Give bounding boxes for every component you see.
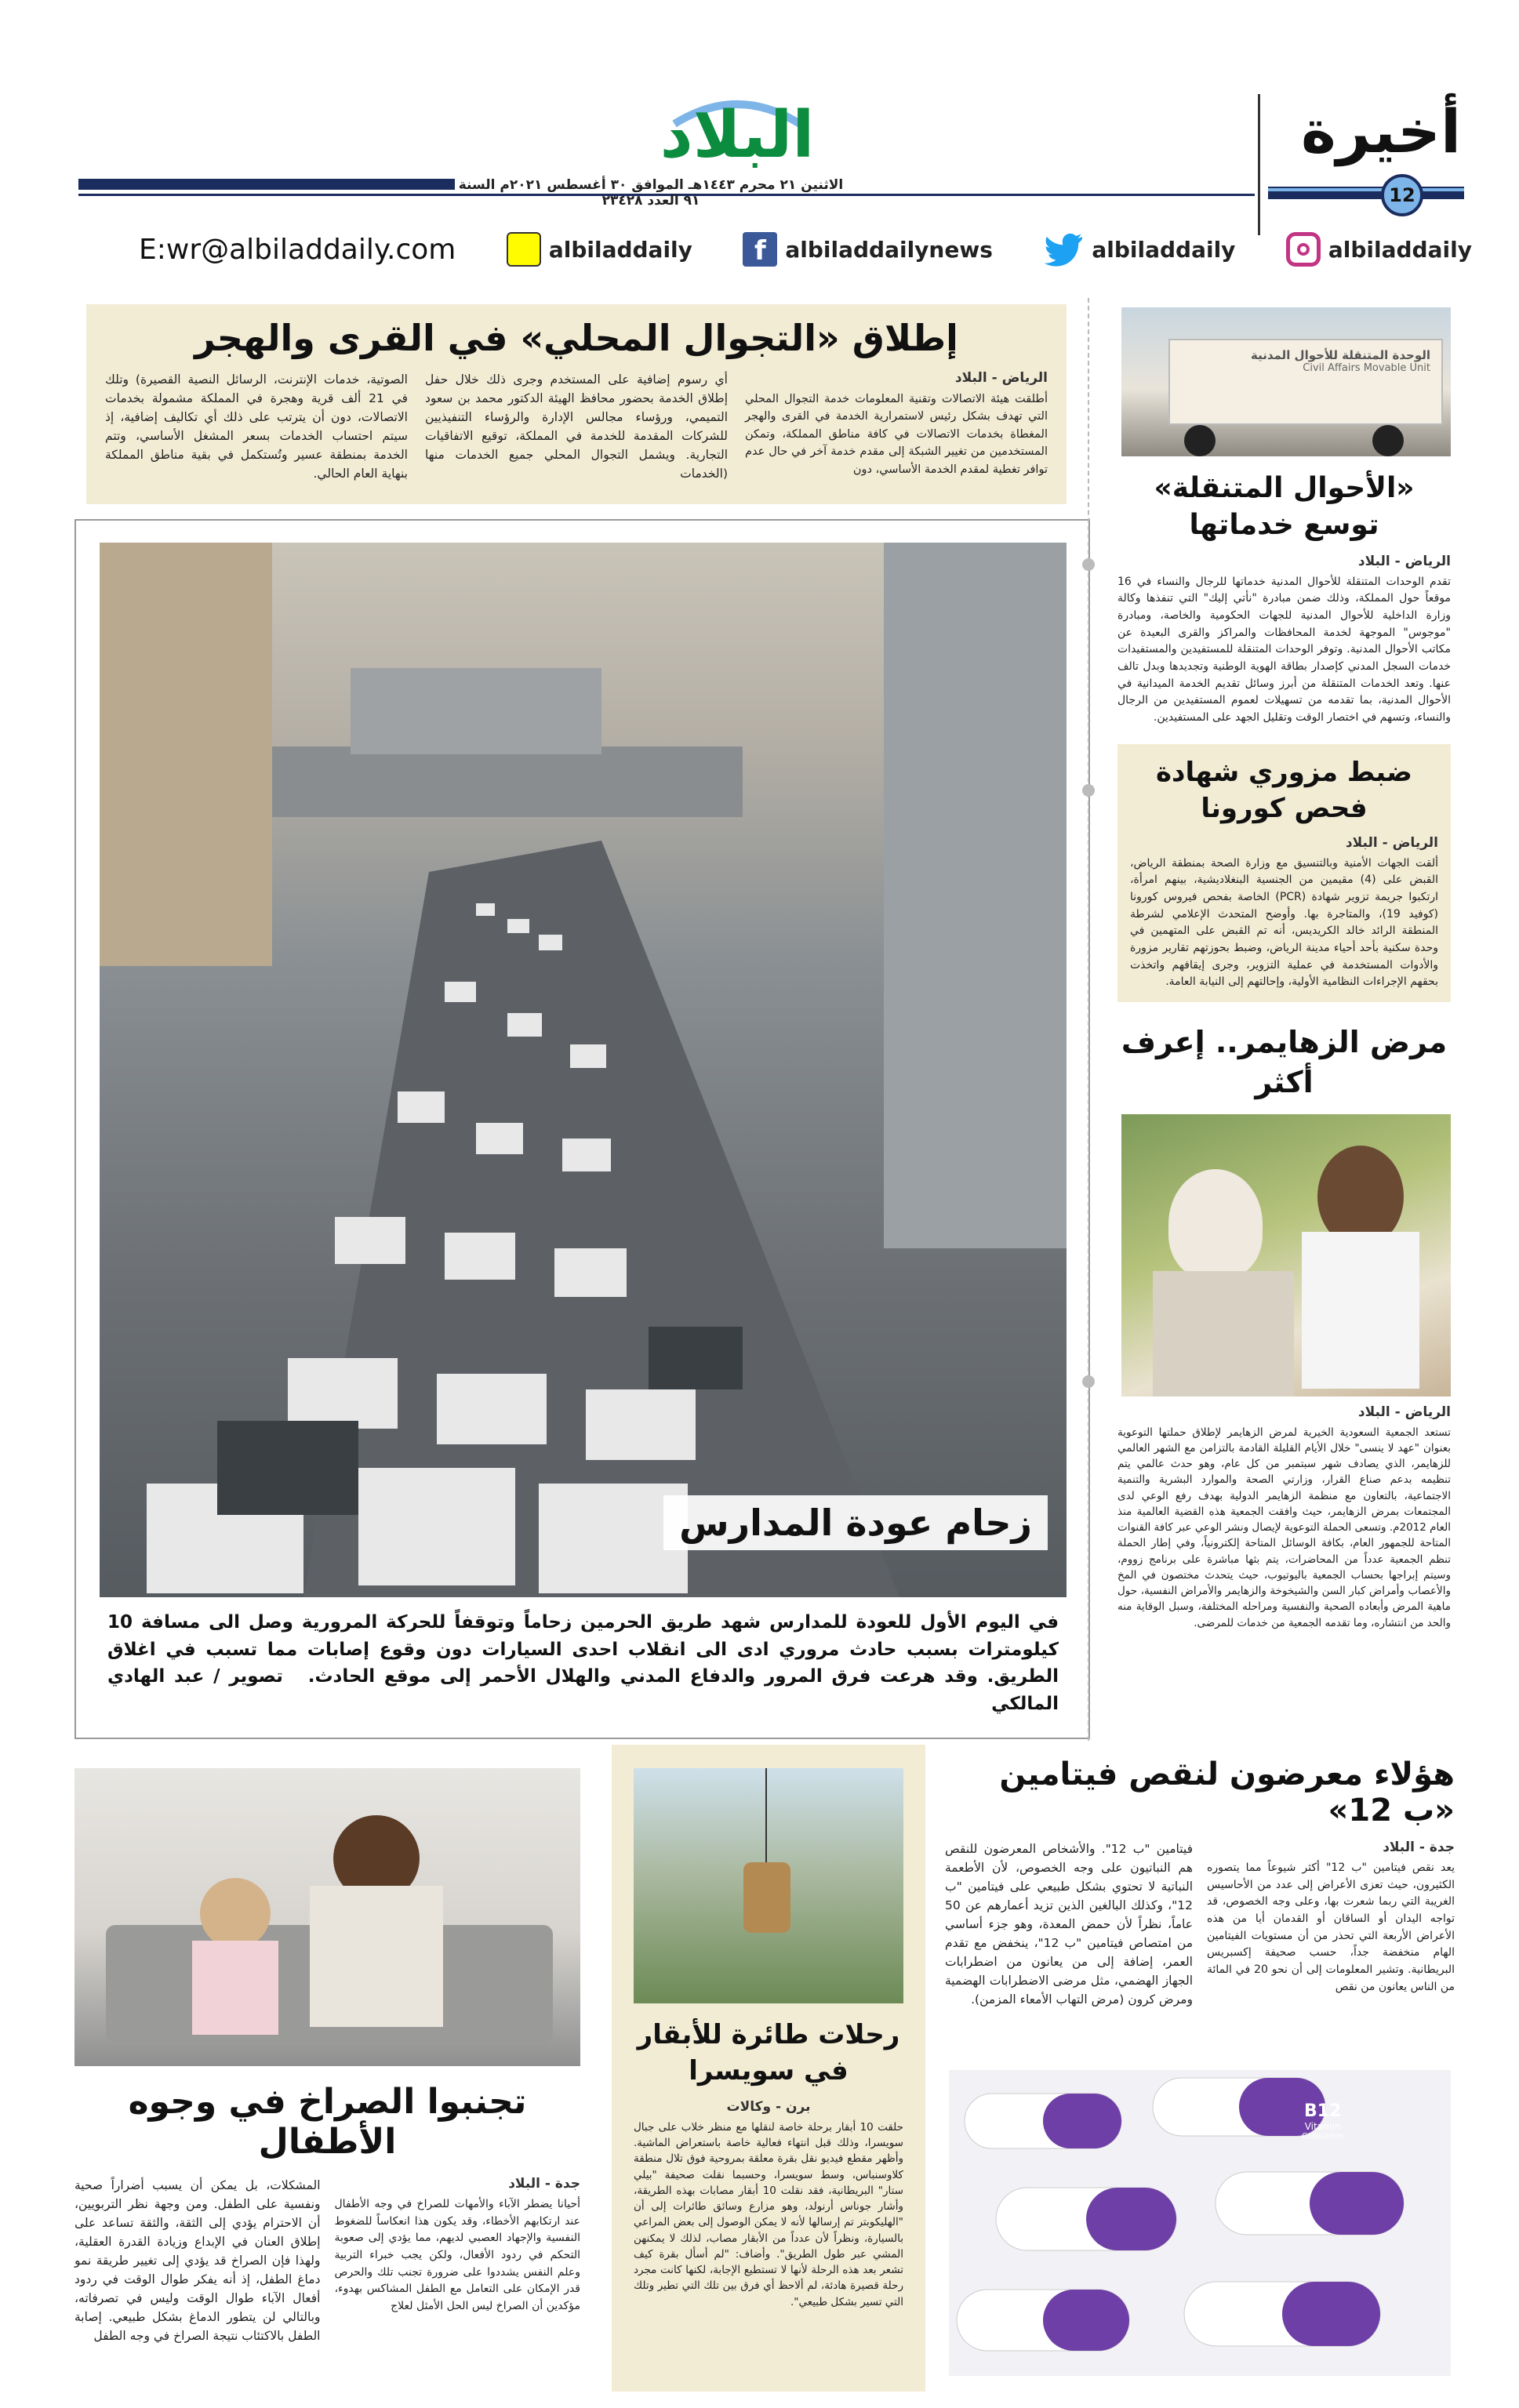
- covid-story: [1117, 744, 1451, 1002]
- twitter-handle: albiladdaily: [1092, 236, 1236, 263]
- facebook-handle: albiladdailynews: [785, 236, 993, 263]
- instagram-handle: albiladdaily: [1328, 236, 1472, 263]
- vitamin-col2: فيتامين "ب 12". والأشخاص المعرضون للنقص هم النباتيون على وجه الخصوص، لأن الأطعمة النباتية لا تحتوي بشكل طبيعي على فيتامين "ب 12"، وكذلك البالغين الذين تزيد أعمارهم عن 50 عاماً، نظراً لأن حمض المعدة، وهو جزء أساسي من امتصاص فيتامين "ب 12"، ينخفض مع تقدم العمر، إضافة إلى من يعانون من اضطرابات الجهاز الهضمي، مثل مرضى الاضطرابات الهضمية ومرض كرون (مرض التهاب الأمعاء المزمن).: [945, 1842, 1193, 2007]
- lead-col2: أي رسوم إضافية على المستخدم وجرى ذلك خلال حفل إطلاق الخدمة بحضور محافظ الهيئة الدكتور محمد بن سعود التميمي، ورؤساء مجالس الإدارة والرؤساء التنفيذيين للشركات المقدمة للخدمة في المملكة، توقيع الاتفاقيات التجارية. ويشمل التجوال المحلي جميع الخدمات منها (الخدمات: [425, 372, 728, 481]
- main-photo-frame: [74, 519, 1090, 1739]
- covid-byline: الرياض - البلاد: [1345, 834, 1438, 851]
- cows-byline: برن - وكالات: [726, 2098, 811, 2115]
- section-bar-accent: [1268, 188, 1464, 191]
- sidebar-divider: [1088, 298, 1089, 1741]
- email[interactable]: E:wr@albiladdaily.com: [139, 233, 456, 266]
- lead-col1: أطلقت هيئة الاتصالات وتقنية المعلومات خدمة التجوال المحلي التي تهدف بشكل رئيس لاستمرارية الخدمة في القرى والهجر المغطاة بخدمات الاتصالات في كافة مناطق المملكة، وتمكن المستخدمين من تغيير الشبكة إلى مقدم خدمة آخر في حال عدم توافر تغطية لمقدم الخدمة الأساسي، دون: [745, 393, 1048, 476]
- vitamin-byline: جدة - البلاد: [1383, 1840, 1455, 1855]
- dateline-accent: [78, 179, 455, 190]
- main-photo: [100, 543, 1067, 1597]
- logo: [643, 93, 831, 179]
- social-facebook[interactable]: [743, 232, 993, 267]
- vitamin-label: [1302, 2101, 1343, 2141]
- sidebar: [1117, 307, 1451, 1631]
- snapchat-handle: albiladdaily: [548, 236, 692, 263]
- alz-byline: الرياض - البلاد: [1357, 1404, 1451, 1420]
- alz-body: تستعد الجمعية السعودية الخيرية لمرض الزهايمر لإطلاق حملتها التوعوية بعنوان "عهد لا ينسى" خلال الأيام القليلة القادمة بالتزامن مع الشهر العالمي للزهايمر، الذي يصادف شهر سبتمبر من كل عام، وهو حدث عالمي يتم تنظيمه بدعم صناع القرار، وزارتي الصحة والموارد البشرية والتنمية الاجتماعية، بالتعاون مع منظمة الزهايمر الدولية بهدف رفع الوعي لدى المجتمعات بمرض الزهايمر، حيث وافقت الجمعية هذه القضية العالمية منذ العام 2012م. وتسعى الحملة التوعوية لإيصال ونشر الوعي عبر كافة القنوات المتاحة للجمهور العام، بكافة الوسائل المتاحة إلكترونياً، وفي إطار الحملة تنظم الجمعية عدداً من المحاضرات، يتم بثها مباشرة على برنامج زووم، وسيتم إبراجها بحساب الجمعية باليوتيوب، حيث يتحدث مختصون في المخ والأعصاب وأمراض كبار السن والشيخوخة والزهايمر والأمراض النفسية، حول ماهية المرض وأبعاده الصحية والنفسية ومراحله المختلفة، وسبل الوقاية منه والحد من انتشاره، وما تقدمه الجمعية من خدمات للمرضى.: [1117, 1426, 1451, 1629]
- page-number-badge: [1381, 174, 1423, 216]
- kids-headline: تجنبوا الصراخ في وجوه الأطفال: [128, 2082, 527, 2162]
- divider-dot-1: [1082, 558, 1095, 571]
- covid-body: ألقت الجهات الأمنية وبالتنسيق مع وزارة الصحة بمنطقة الرياض، القبض على (4) مقيمين من الجنسية البنغلاديشية، بينهم امرأة، ارتكبوا جريمة تزوير شهادة (PCR) الخاصة بفحص فيروس كورونا (كوفيد 19)، والمتاجرة بها. وأوضح المتحدث الإعلامي لشرطة المنطقة الرائد خالد الكريديس، أنه تم القبض على المتهمين في وحدة سكنية بأحد أحياء مدينة الرياض، وضبط بحوزتهم تقارير مزورة والأدوات المستخدمة في عملية التزوير، وجرى إيقافهم واتخذت بحقهم الإجراءات النظامية الأولية، وإحالتهم إلى النيابة العامة.: [1130, 856, 1438, 989]
- photo-overlay-title: [663, 1495, 1048, 1550]
- cows-photo: [634, 1768, 903, 2003]
- main-photo-caption-text: في اليوم الأول للعودة للمدارس شهد طريق الحرمين زحاماً وتوقفاً للحركة المرورية وصل الى مسافة 10 كيلومترات بسبب حادث مروري ادى الى انقلاب احدى السيارات دون وقوع إصابات مما تسبب في اغلاق الطريق. وقد هرعت فرق المرور والدفاع المدني والهلال الأحمر إلى موقع الحادث.: [107, 1612, 1059, 1687]
- civil-unit-photo: [1121, 307, 1451, 456]
- kids-col1: أحيانا يضطر الآباء والأمهات للصراخ في وجه الأطفال عند ارتكابهم الأخطاء، وقد يكون هذا انعكاساً للضغوط النفسية والإجهاد العصبي لديهم، مما يؤدي إلى صعوبة التحكم في ردود الأفعال، ولكن يجب خبراء التربية وعلم النفس يشددوا على ضرورة تجنب تلك والحرص قدر الإمكان على التعامل مع الطفل المشاكس بهدوء، مؤكدين أن الصراخ ليس الحل الأمثل لعلاج: [334, 2198, 580, 2313]
- traffic-photo-icon: [100, 543, 1067, 1597]
- vitamin-headline: هؤلاء معرضون لنقص فيتامين «ب 12»: [999, 1756, 1455, 1829]
- facebook-icon: f: [743, 232, 777, 267]
- section-label: أخيرة: [1301, 96, 1461, 166]
- kids-col2: المشكلات، بل يمكن أن يسبب أضراراً صحية ونفسية على الطفل. ومن وجهة نظر التربويين، أن الاحترام يؤدي إلى الثقة، والثقة تساعد على إطلاق العنان في الإبداع وزيادة القدرة العقلية، ولهذا فإن الصراخ قد يؤدي إلى تغيير طريقة نمو دماغ الطفل، إذ أنه يفكر طوال الوقت في ردود أفعال الآباء طوال الوقت وليس في تصرفاته، وبالتالي لن يتطور الدماغ بشكل طبيعي. إصابة الطفل بالاكتئاب نتيجة الصراخ في وجه الطفل: [74, 2178, 321, 2344]
- vitamin-capsules-icon: [949, 2070, 1451, 2376]
- logo-text: البلاد: [660, 98, 815, 173]
- alz-headline: مرض الزهايمر.. إعرف أكثر: [1121, 1025, 1448, 1100]
- main-photo-credit: تصوير / عبد الهادي المالكي: [107, 1666, 1059, 1714]
- civil-sign-ar: الوحدة المتنقلة للأحوال المدنية: [1250, 348, 1430, 362]
- cows-body: حلقت 10 أبقار برحلة خاصة لنقلها مع منظر خلاب على جبال سويسرا، وذلك قبل انتهاء فعالية خاصة باستعراض الماشية. وأظهر مقطع فيديو نقل بقرة معلقة بمروحية فوق تلال منطقة كلاوسنباس، وسط سويسرا، وحسبما نقلت صحيفة "بيلي ستار" البريطانية، فقد نقلت 10 أبقار مصابات بهذه الطريقة، وأشار جوناس أرنولد، وهو مزارع وسائق طائرات إلى أن "الهليكوبتر تم إرسالها لأنه لا يمكن الوصول إلى بعض المراعي بالسيارة، ونظراً لأن عدداً من الأبقار مصاب، لذلك لا يمكنهن المشي عبر طول الطريق". وأضاف: "لم أسأل بقرة كيف تشعر بعد هذه الرحلة لأنها لا تستطيع الإجابة، لكنها كانت مجرد رحلة قصيرة هادئة، لم ألاحظ أي فرق بين تلك التي تطير وتلك التي تسير بشكل طبيعي".: [634, 2120, 903, 2308]
- vitamin-col1: يعد نقص فيتامين "ب 12" أكثر شيوعاً مما يتصوره الكثيرون، حيث تعزى الأعراض إلى عدد من الأحاسيس الغريبة التي ربما شعرت بها، وعلى وجه الخصوص، قد تواجه اليدان أو الساقان أو القدمان أيا من هذه الأعراض الأربعة التي تحذر من أن مستويات الفيتامين الهام منخفضة جداً، حسب صحيفة إكسبريس البريطانية. وتشير المعلومات إلى أن نحو 20 في المائة من الناس يعانون من نقص: [1207, 1861, 1455, 1993]
- page-number: 12: [1389, 184, 1415, 206]
- masthead: [0, 0, 1519, 267]
- social-row: [139, 232, 1472, 267]
- covid-headline: ضبط مزوري شهادة فحص كورونا: [1155, 756, 1413, 824]
- lead-headline: إطلاق «التجوال المحلي» في القرى والهجر: [194, 317, 958, 359]
- civil-byline: الرياض - البلاد: [1357, 553, 1451, 569]
- civil-headline: «الأحوال المتنقلة» توسع خدماتها: [1154, 472, 1415, 541]
- cows-headline: رحلات طائرة للأبقار في سويسرا: [637, 2019, 900, 2087]
- cows-story: [612, 1745, 925, 2392]
- dateline: الاثنين ٢١ محرم ١٤٤٣هـ الموافق ٣٠ أغسطس ٢٠٢١م السنة ٩١ العدد ٢٣٤٢٨: [458, 177, 844, 209]
- social-snapchat[interactable]: [507, 232, 692, 267]
- twitter-icon: [1043, 232, 1084, 267]
- social-twitter[interactable]: [1043, 232, 1235, 267]
- divider-dot-3: [1082, 1375, 1095, 1388]
- vitamin-label-sub2: Cobalamin: [1302, 2132, 1344, 2141]
- masthead-divider: [1258, 94, 1260, 235]
- lead-col3: الصوتية، خدمات الإنترنت، الرسائل النصية القصيرة) وتلك في 21 ألف قرية وهجرة في المملكة مشمولة بخدمات الاتصالات، دون أن يترتب على ذلك أي تكاليف إضافية، إذ سيتم احتساب الخدمات بسعر المشغل الأساسي، وتتم الخدمة بمنطقة عسير وتُستكمل في بقية مناطق المملكة بنهاية العام الحالي.: [105, 372, 408, 481]
- social-instagram[interactable]: [1286, 232, 1472, 267]
- instagram-icon: [1286, 232, 1321, 267]
- kids-byline: جدة - البلاد: [508, 2176, 580, 2192]
- vitamin-story: [945, 1756, 1455, 2009]
- civil-body: تقدم الوحدات المتنقلة للأحوال المدنية خدماتها للرجال والنساء في 16 موقعاً حول المملكة، وذلك ضمن مبادرة "نأتي إليك" التي تنفذها وكالة وزارة الداخلية للأحوال المدنية للجهات الحكومية والخاصة، ومبادرة "موجوس" الموجهة لخدمة المحافظات والمراكز والقرى البعيدة عن مكاتب الأحوال المدنية. وتوفر الوحدات المتنقلة للمستفيدين والمستفيدات خدمات السجل المدني كإصدار بطاقة الهوية الوطنية وتجديدها وبدل تالف عنها. وتعد الخدمات المتنقلة من أبرز وسائل تقديم الخدمة الميدانية في الأحوال المدنية، بما تقدمه من تسهيلات لعموم المستفيدين من الرجال والنساء، وتسهم في اختصار الوقت وتقليل الجهد على المستفيدين.: [1117, 575, 1451, 725]
- civil-sign-en: Civil Affairs Movable Unit: [1303, 362, 1430, 374]
- photo-overlay-title-text: زحام عودة المدارس: [679, 1502, 1032, 1544]
- lead-story: [86, 304, 1067, 504]
- vitamin-label-main: B12: [1303, 2101, 1342, 2121]
- snapchat-icon: [507, 232, 541, 267]
- lead-byline: الرياض - البلاد: [954, 370, 1048, 386]
- alz-photo: [1121, 1114, 1451, 1396]
- vitamin-photo: [949, 2070, 1451, 2376]
- main-photo-caption: [107, 1609, 1059, 1717]
- vitamin-label-sub: Vitamin: [1304, 2121, 1341, 2132]
- kids-photo: [74, 1768, 580, 2066]
- kids-story: [74, 2082, 580, 2345]
- divider-dot-2: [1082, 784, 1095, 797]
